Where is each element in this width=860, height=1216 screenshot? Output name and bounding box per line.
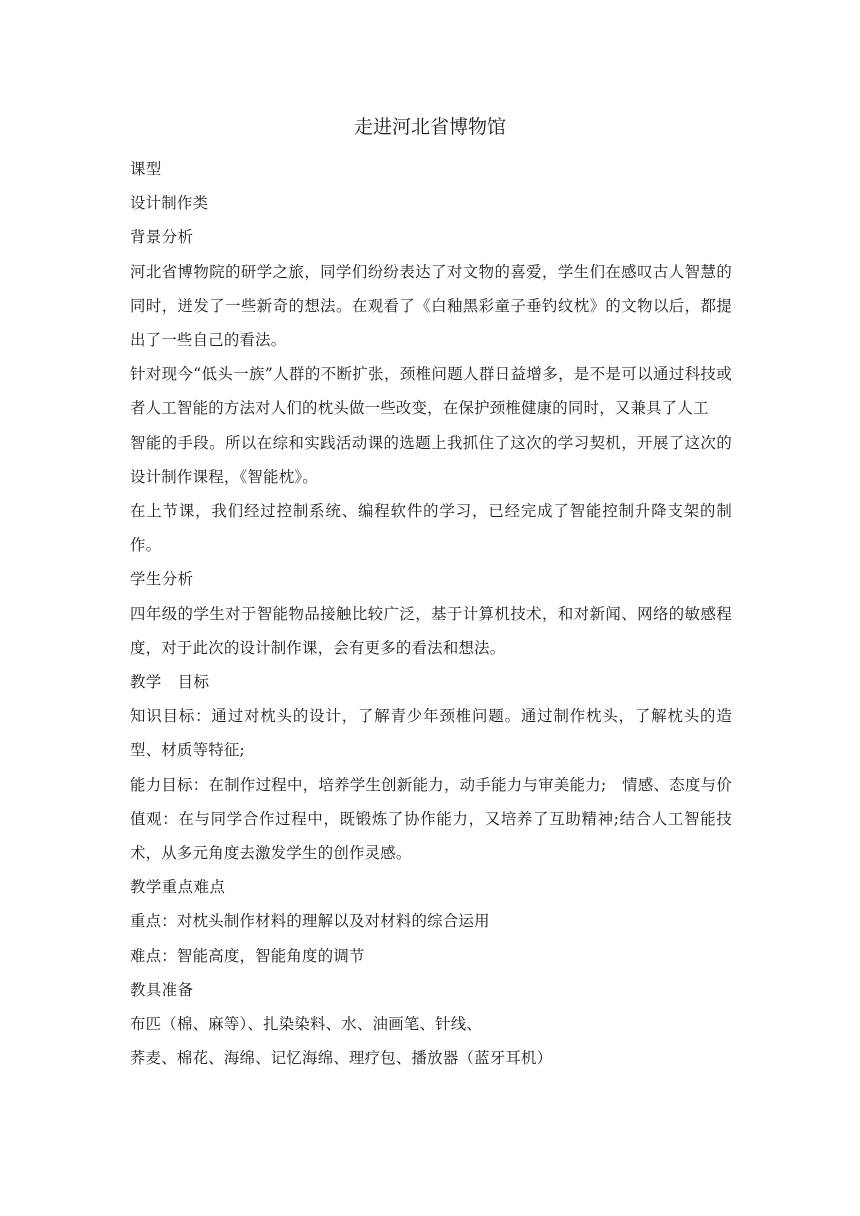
section-heading-background: 背景分析 bbox=[130, 228, 194, 247]
paragraph-materials-1: 布匹（棉、麻等）、扎染染料、水、油画笔、针线、 bbox=[130, 1015, 483, 1034]
paragraph-knowledge-goal: 知识目标：通过对枕头的设计，了解青少年颈椎问题。通过制作枕头，了解枕头的造型、材质等特征; bbox=[130, 707, 732, 760]
section-heading-teaching-goals: 教学 目标 bbox=[130, 673, 210, 692]
paragraph-student-analysis: 四年级的学生对于智能物品接触比较广泛，基于计算机技术，和对新闻、网络的敏感程度，对于此次的设计制作课，会有更多的看法和想法。 bbox=[130, 604, 732, 657]
document-body bbox=[130, 152, 732, 1075]
paragraph-key-point: 重点：对枕头制作材料的理解以及对材料的综合运用 bbox=[130, 912, 490, 931]
paragraph-background-4: 在上节课，我们经过控制系统、编程软件的学习，已经完成了智能控制升降支架的制作。 bbox=[130, 502, 732, 555]
section-heading-key-points: 教学重点难点 bbox=[130, 878, 226, 897]
paragraph-ability-goal: 能力目标：在制作过程中，培养学生创新能力，动手能力与审美能力; 情感、态度与价值观：在与同学合作过程中，既锻炼了协作能力，又培养了互助精神;结合人工智能技术，从多元角度去激发学生的创作灵感。 bbox=[130, 775, 732, 863]
document-title: 走进河北省博物馆 bbox=[353, 116, 506, 138]
section-heading-student-analysis: 学生分析 bbox=[130, 570, 194, 589]
paragraph-background-2: 针对现今“低头一族”人群的不断扩张，颈椎问题人群日益增多，是不是可以通过科技或者人工智能的方法对人们的枕头做一些改变，在保护颈椎健康的同时，又兼具了人工 bbox=[130, 365, 732, 418]
paragraph-materials-2: 荞麦、棉花、海绵、记忆海绵、理疗包、播放器（蓝牙耳机） bbox=[130, 1049, 553, 1068]
paragraph-background-1: 河北省博物院的研学之旅，同学们纷纷表达了对文物的喜爱，学生们在感叹古人智慧的同时，迸发了一些新奇的想法。在观看了《白釉黑彩童子垂钓纹枕》的文物以后，都提出了一些自己的看法。 bbox=[130, 262, 732, 350]
paragraph-difficult-point: 难点：智能高度，智能角度的调节 bbox=[130, 946, 365, 965]
section-heading-lesson-type: 课型 bbox=[130, 160, 162, 178]
paragraph-background-3: 智能的手段。所以在综和实践活动课的选题上我抓住了这次的学习契机，开展了这次的设计制作课程，《智能枕》。 bbox=[130, 433, 732, 486]
section-heading-materials: 教具准备 bbox=[130, 980, 194, 999]
paragraph-lesson-type-value: 设计制作类 bbox=[130, 194, 209, 213]
